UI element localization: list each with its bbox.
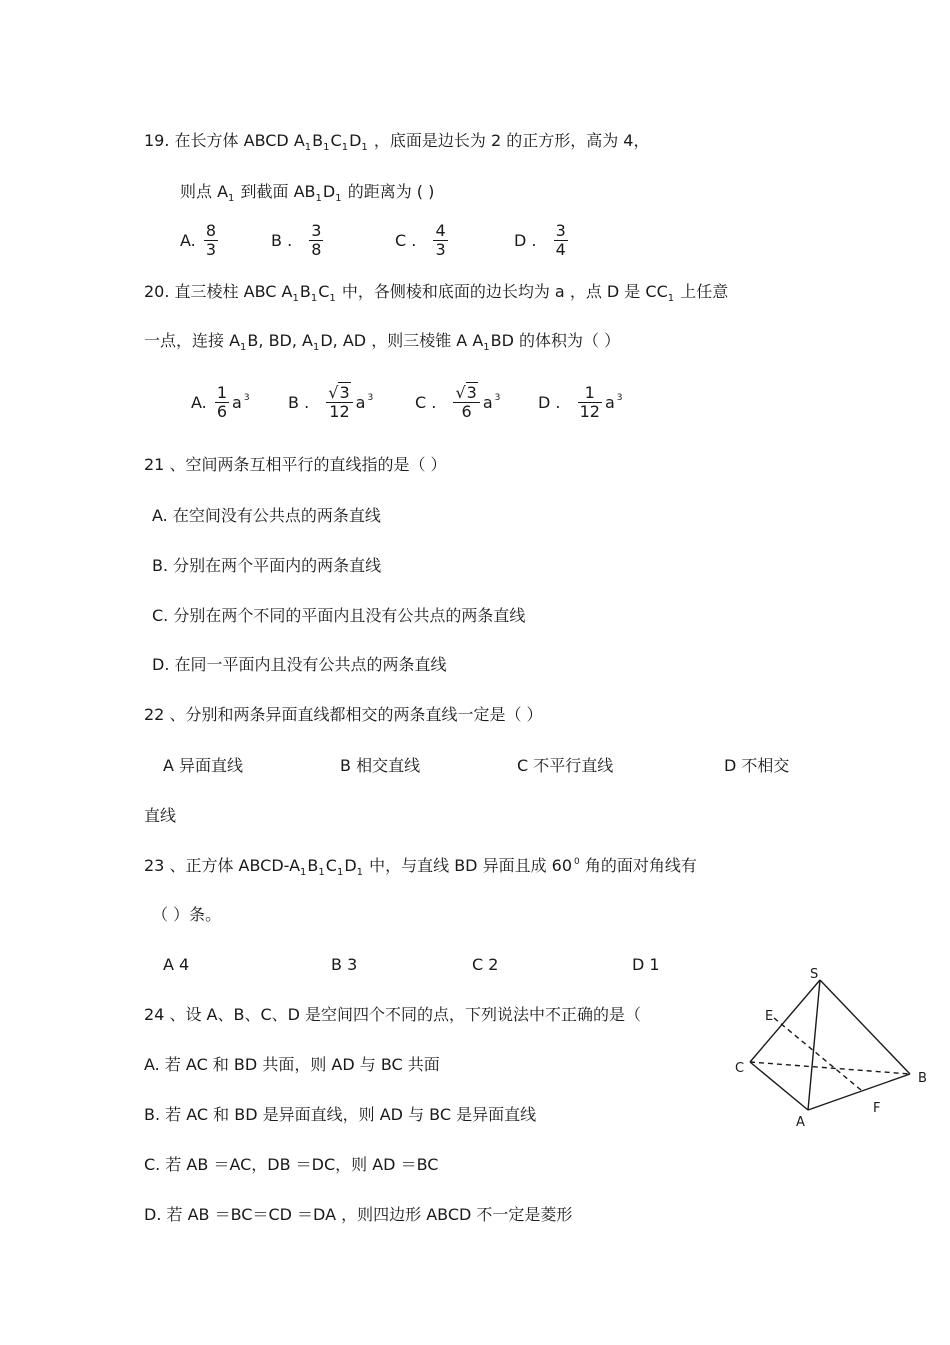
q23-option-a[interactable]: A 4 xyxy=(163,955,190,974)
q19-line1: 19. 在长方体 ABCD $A_1B_1C_1D_1$ ，底面是边长为 2 的正方形，高为 4， xyxy=(144,131,650,153)
q22-option-a[interactable]: A 异面直线 xyxy=(163,756,244,775)
label-b: B xyxy=(918,1071,927,1086)
q21-option-d[interactable]: D. 在同一平面内且没有公共点的两条直线 xyxy=(152,655,447,674)
q23-option-c[interactable]: C 2 xyxy=(472,955,499,974)
q20-option-a[interactable]: A. $\frac{1}{6}$ a $^3$ xyxy=(191,383,250,421)
sqrt-icon: √ xyxy=(328,383,339,402)
label-e: E xyxy=(765,1009,774,1024)
edge-ca xyxy=(750,1062,808,1110)
sqrt-icon: √ xyxy=(455,383,466,402)
q23-line1: 23 、正方体 ABCD-$A_1B_1C_1D_1$ 中，与直线 BD 异面且成 60 $^0$ 角的面对角线有 xyxy=(144,856,697,878)
edge-ab xyxy=(808,1074,910,1110)
q21-option-c[interactable]: C. 分别在两个不同的平面内且没有公共点的两条直线 xyxy=(152,606,526,625)
q20-option-b[interactable]: B . $\frac{√3}{12}$ a $^3$ xyxy=(288,383,374,421)
segment-ef-hidden xyxy=(774,1018,861,1090)
q20-line1: 20. 直三棱柱 ABC $A_1B_1C_1$ 中，各侧棱和底面的边长均为 a ，点 D 是 $CC_1$ 上任意 xyxy=(144,282,729,304)
q22-option-d[interactable]: D 不相交 xyxy=(724,756,790,775)
q20-option-d[interactable]: D . $\frac{1}{12}$ a $^3$ xyxy=(538,383,623,421)
q22-option-c[interactable]: C 不平行直线 xyxy=(517,756,614,775)
label-f: F xyxy=(873,1101,881,1116)
q19-option-b[interactable]: B . $\frac{3}{8}$ xyxy=(271,221,322,259)
q24-option-c[interactable]: C. 若 AB ＝AC，DB ＝DC，则 AD ＝BC xyxy=(144,1155,439,1174)
q24-option-a[interactable]: A. 若 AC 和 BD 共面，则 AD 与 BC 共面 xyxy=(144,1055,440,1074)
label-s: S xyxy=(810,967,819,982)
q23-option-d[interactable]: D 1 xyxy=(632,955,660,974)
q19-option-c[interactable]: C . $\frac{4}{3}$ xyxy=(395,221,446,259)
q20-line2: 一点，连接 $A_1B$, BD, $A_1D$, AD ，则三棱锥 A $A_1BD$ 的体积为（ ） xyxy=(144,331,621,353)
q23-line2: （ ）条。 xyxy=(152,905,222,924)
q24-stem: 24 、设 A、B、C、D 是空间四个不同的点，下列说法中不正确的是（ xyxy=(144,1005,642,1024)
q19-option-a[interactable]: A. $\frac{8}{3}$ xyxy=(180,221,217,259)
q21-option-a[interactable]: A. 在空间没有公共点的两条直线 xyxy=(152,506,381,525)
label-a: A xyxy=(796,1115,805,1130)
q19-line2: 则点 $A_1$ 到截面 $AB_1D_1$ 的距离为 ( ) xyxy=(180,182,435,204)
edge-sa xyxy=(808,980,820,1110)
label-c: C xyxy=(735,1061,745,1076)
tetrahedron-figure xyxy=(730,962,940,1132)
edge-sb xyxy=(820,980,910,1074)
q22-stem: 22 、分别和两条异面直线都相交的两条直线一定是（ ） xyxy=(144,705,543,724)
q20-option-c[interactable]: C . $\frac{√3}{6}$ a $^3$ xyxy=(415,383,501,421)
q22-option-b[interactable]: B 相交直线 xyxy=(340,756,421,775)
q21-option-b[interactable]: B. 分别在两个平面内的两条直线 xyxy=(152,556,382,575)
q21-stem: 21 、空间两条互相平行的直线指的是（ ） xyxy=(144,455,447,474)
q19-option-d[interactable]: D . $\frac{3}{4}$ xyxy=(514,221,566,259)
edge-sc xyxy=(750,980,820,1062)
q23-option-b[interactable]: B 3 xyxy=(331,955,358,974)
q24-option-d[interactable]: D. 若 AB ＝BC＝CD ＝DA ，则四边形 ABCD 不一定是菱形 xyxy=(144,1205,573,1224)
q24-option-b[interactable]: B. 若 AC 和 BD 是异面直线，则 AD 与 BC 是异面直线 xyxy=(144,1105,537,1124)
q22-wrap: 直线 xyxy=(144,806,177,825)
